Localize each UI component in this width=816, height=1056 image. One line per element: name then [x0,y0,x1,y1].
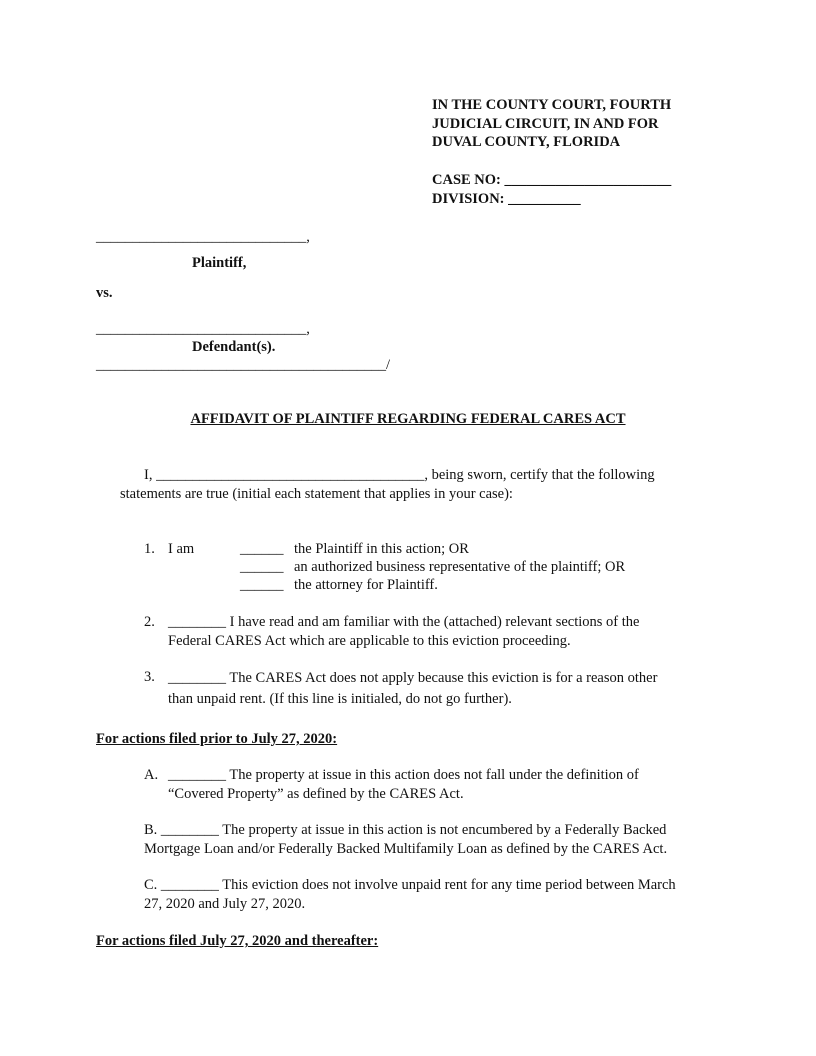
section-heading-after: For actions filed July 27, 2020 and thereafter: [96,933,379,949]
item-2-number: 2. [144,614,155,630]
court-caption-line-3: DUVAL COUNTY, FLORIDA [432,134,621,151]
item-2-line-2: Federal CARES Act which are applicable to this eviction proceeding. [168,632,571,649]
item-a-text [168,766,720,803]
defendant-label: Defendant(s). [192,339,276,355]
item-1-lead: I am [168,541,195,557]
caption-closing-line: ________________________________________/ [96,357,391,373]
item-3-line-2: than unpaid rent. (If this line is initialed, do not go further). [168,691,512,707]
section-heading-prior: For actions filed prior to July 27, 2020: [96,731,338,747]
item-3-line-1[interactable]: ________ The CARES Act does not apply because this eviction is for a reason other [168,670,658,686]
court-caption [432,96,671,152]
item-1-number: 1. [144,541,155,557]
item-c-line-1[interactable]: C. ________ This eviction does not involve unpaid rent for any time period between March [144,877,676,893]
defendant-name-line[interactable]: _____________________________, [96,321,310,337]
item-3-text [168,668,720,710]
division-field[interactable]: DIVISION: __________ [432,191,581,207]
intro-paragraph [120,466,720,503]
versus-label: vs. [96,285,113,301]
item-b-text [144,821,720,858]
item-1-option-representative-blank[interactable]: ______ [240,559,284,575]
court-caption-line-1: IN THE COUNTY COURT, FOURTH [432,97,672,113]
document-title: AFFIDAVIT OF PLAINTIFF REGARDING FEDERAL CARES ACT [190,411,626,427]
court-caption-line-2: JUDICIAL CIRCUIT, IN AND FOR [432,115,659,132]
item-1-option-attorney-text: the attorney for Plaintiff. [294,577,438,593]
item-a-label: A. [144,767,159,783]
item-c-line-2: 27, 2020 and July 27, 2020. [144,895,306,912]
item-1-option-attorney-blank[interactable]: ______ [240,577,284,593]
item-c-text [144,876,720,913]
intro-line-2: statements are true (initial each statement that applies in your case): [120,485,513,502]
plaintiff-name-line[interactable]: _____________________________, [96,229,310,245]
item-a-line-2: “Covered Property” as defined by the CARES Act. [168,785,464,802]
case-number-field[interactable]: CASE NO: _______________________ [432,172,672,188]
item-b-line-1[interactable]: B. ________ The property at issue in this action is not encumbered by a Federally Backed [144,822,667,838]
item-a-line-1[interactable]: ________ The property at issue in this action does not fall under the definition of [168,767,639,783]
item-1-option-plaintiff-blank[interactable]: ______ [240,541,284,557]
affiant-name-line[interactable]: I, _____________________________________, being sworn, certify that the following [144,467,655,483]
item-1-option-plaintiff-text: the Plaintiff in this action; OR [294,541,469,557]
plaintiff-label: Plaintiff, [192,255,247,271]
item-2-line-1[interactable]: ________ I have read and am familiar with the (attached) relevant sections of the [168,614,640,630]
item-1-option-representative-text: an authorized business representative of the plaintiff; OR [294,559,626,575]
item-3-number: 3. [144,669,155,685]
item-2-text [168,613,720,650]
item-b-line-2: Mortgage Loan and/or Federally Backed Multifamily Loan as defined by the CARES Act. [144,840,668,857]
